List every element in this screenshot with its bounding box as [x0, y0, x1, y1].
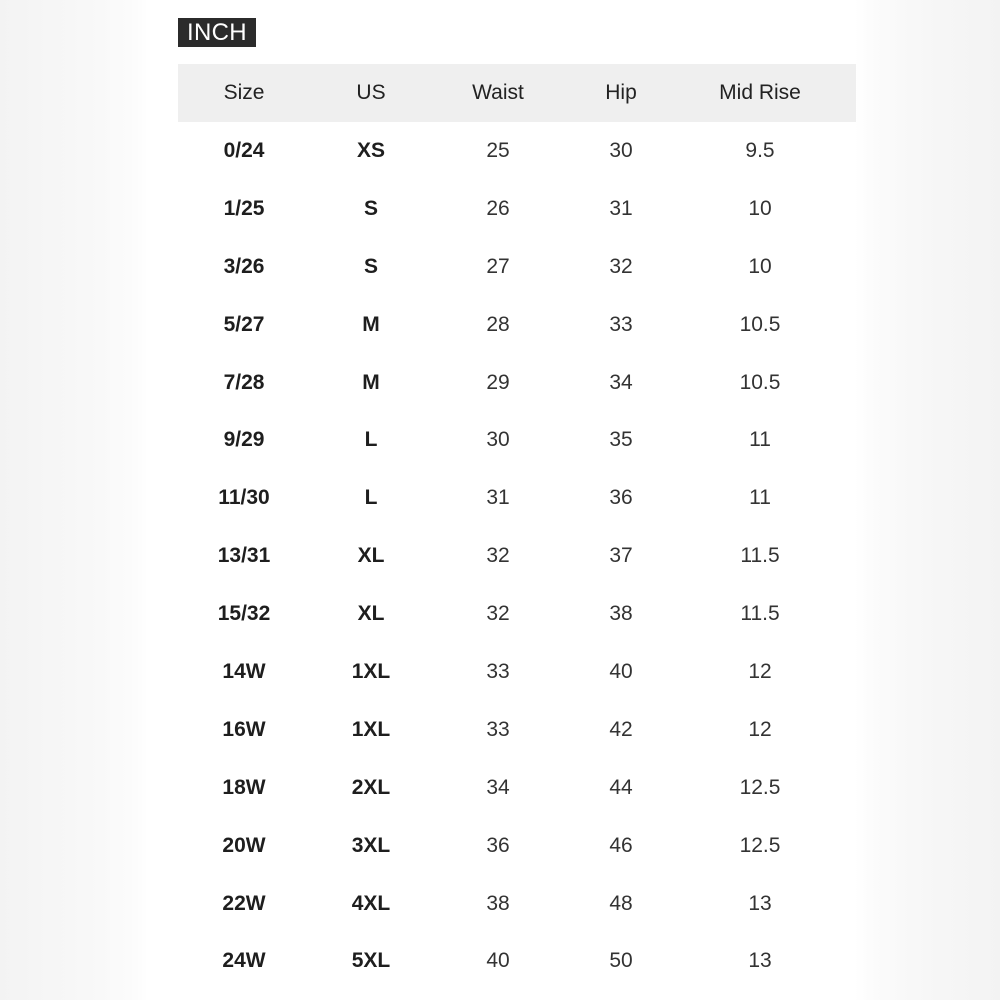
table-row — [178, 238, 856, 296]
table-row — [178, 701, 856, 759]
us-size-cell: 1XL — [351, 659, 391, 683]
header-waist: Waist — [472, 81, 524, 104]
table-row — [178, 354, 856, 412]
hip-cell: 30 — [609, 138, 633, 162]
size-cell: 7/28 — [223, 370, 265, 394]
size-cell: 20W — [222, 833, 266, 857]
us-size-cell: S — [363, 196, 378, 220]
us-size-cell: 4XL — [351, 891, 391, 915]
waist-cell: 31 — [486, 486, 510, 510]
table-row — [178, 122, 856, 180]
hip-cell: 42 — [609, 717, 633, 741]
hip-cell: 36 — [609, 486, 633, 510]
size-cell: 1/25 — [223, 196, 265, 220]
hip-cell: 48 — [609, 891, 633, 915]
hip-cell: 32 — [609, 254, 633, 278]
us-size-cell: S — [363, 254, 378, 278]
table-row — [178, 643, 856, 701]
us-size-cell: 5XL — [351, 949, 391, 973]
header-hip: Hip — [605, 81, 637, 104]
waist-cell: 38 — [486, 891, 510, 915]
size-cell: 22W — [222, 891, 266, 915]
hip-cell: 34 — [609, 370, 633, 394]
hip-cell: 38 — [609, 602, 633, 626]
mid-rise-cell: 13 — [748, 891, 772, 915]
mid-rise-cell: 12 — [748, 717, 772, 741]
us-size-cell: L — [364, 428, 378, 452]
header-mid-rise: Mid Rise — [719, 81, 801, 104]
mid-rise-cell: 12.5 — [739, 775, 781, 799]
waist-cell: 36 — [486, 833, 510, 857]
table-row — [178, 469, 856, 527]
hip-cell: 50 — [609, 949, 633, 973]
waist-cell: 32 — [486, 602, 510, 626]
hip-cell: 40 — [609, 659, 633, 683]
size-cell: 15/32 — [217, 602, 271, 626]
table-row — [178, 296, 856, 354]
us-size-cell: 2XL — [351, 775, 391, 799]
waist-cell: 25 — [486, 138, 510, 162]
mid-rise-cell: 10 — [748, 254, 772, 278]
mid-rise-cell: 12.5 — [739, 833, 781, 857]
table-row — [178, 411, 856, 469]
header-us: US — [356, 81, 386, 104]
waist-cell: 34 — [486, 775, 510, 799]
unit-badge: INCH — [178, 18, 256, 47]
mid-rise-cell: 13 — [748, 949, 772, 973]
size-cell: 3/26 — [223, 254, 265, 278]
hip-cell: 33 — [609, 312, 633, 336]
hip-cell: 46 — [609, 833, 633, 857]
hip-cell: 44 — [609, 775, 633, 799]
size-cell: 0/24 — [223, 138, 265, 162]
table-row — [178, 875, 856, 933]
us-size-cell: XL — [357, 602, 385, 626]
us-size-cell: XS — [356, 138, 385, 162]
us-size-cell: M — [362, 370, 380, 394]
table-row — [178, 585, 856, 643]
waist-cell: 33 — [486, 659, 510, 683]
table-body — [178, 122, 856, 990]
table-header-row — [178, 64, 856, 122]
mid-rise-cell: 10.5 — [739, 370, 781, 394]
us-size-cell: 1XL — [351, 717, 391, 741]
mid-rise-cell: 9.5 — [745, 138, 775, 162]
waist-cell: 33 — [486, 717, 510, 741]
mid-rise-cell: 11.5 — [740, 544, 780, 568]
table-row — [178, 932, 856, 990]
table-row — [178, 180, 856, 238]
size-cell: 11/30 — [218, 486, 270, 510]
mid-rise-cell: 10.5 — [739, 312, 781, 336]
size-cell: 13/31 — [217, 544, 271, 568]
waist-cell: 26 — [486, 196, 510, 220]
us-size-cell: XL — [357, 544, 385, 568]
table-row — [178, 759, 856, 817]
header-size: Size — [223, 81, 265, 104]
size-cell: 5/27 — [223, 312, 265, 336]
mid-rise-cell: 11.5 — [740, 602, 780, 626]
us-size-cell: 3XL — [351, 833, 391, 857]
table-row — [178, 527, 856, 585]
size-cell: 9/29 — [223, 428, 265, 452]
size-cell: 18W — [222, 775, 266, 799]
mid-rise-cell: 12 — [748, 659, 772, 683]
waist-cell: 30 — [486, 428, 510, 452]
waist-cell: 29 — [486, 370, 510, 394]
mid-rise-cell: 10 — [748, 196, 772, 220]
hip-cell: 35 — [609, 428, 633, 452]
hip-cell: 31 — [609, 196, 633, 220]
mid-rise-cell: 11 — [749, 486, 771, 510]
waist-cell: 28 — [486, 312, 510, 336]
size-cell: 14W — [222, 659, 266, 683]
size-cell: 16W — [222, 717, 266, 741]
waist-cell: 32 — [486, 544, 510, 568]
us-size-cell: L — [364, 486, 378, 510]
table-row — [178, 817, 856, 875]
us-size-cell: M — [362, 312, 380, 336]
mid-rise-cell: 11 — [749, 428, 771, 452]
size-cell: 24W — [222, 949, 266, 973]
waist-cell: 27 — [486, 254, 510, 278]
size-chart-table — [178, 64, 856, 990]
waist-cell: 40 — [486, 949, 510, 973]
hip-cell: 37 — [609, 544, 633, 568]
